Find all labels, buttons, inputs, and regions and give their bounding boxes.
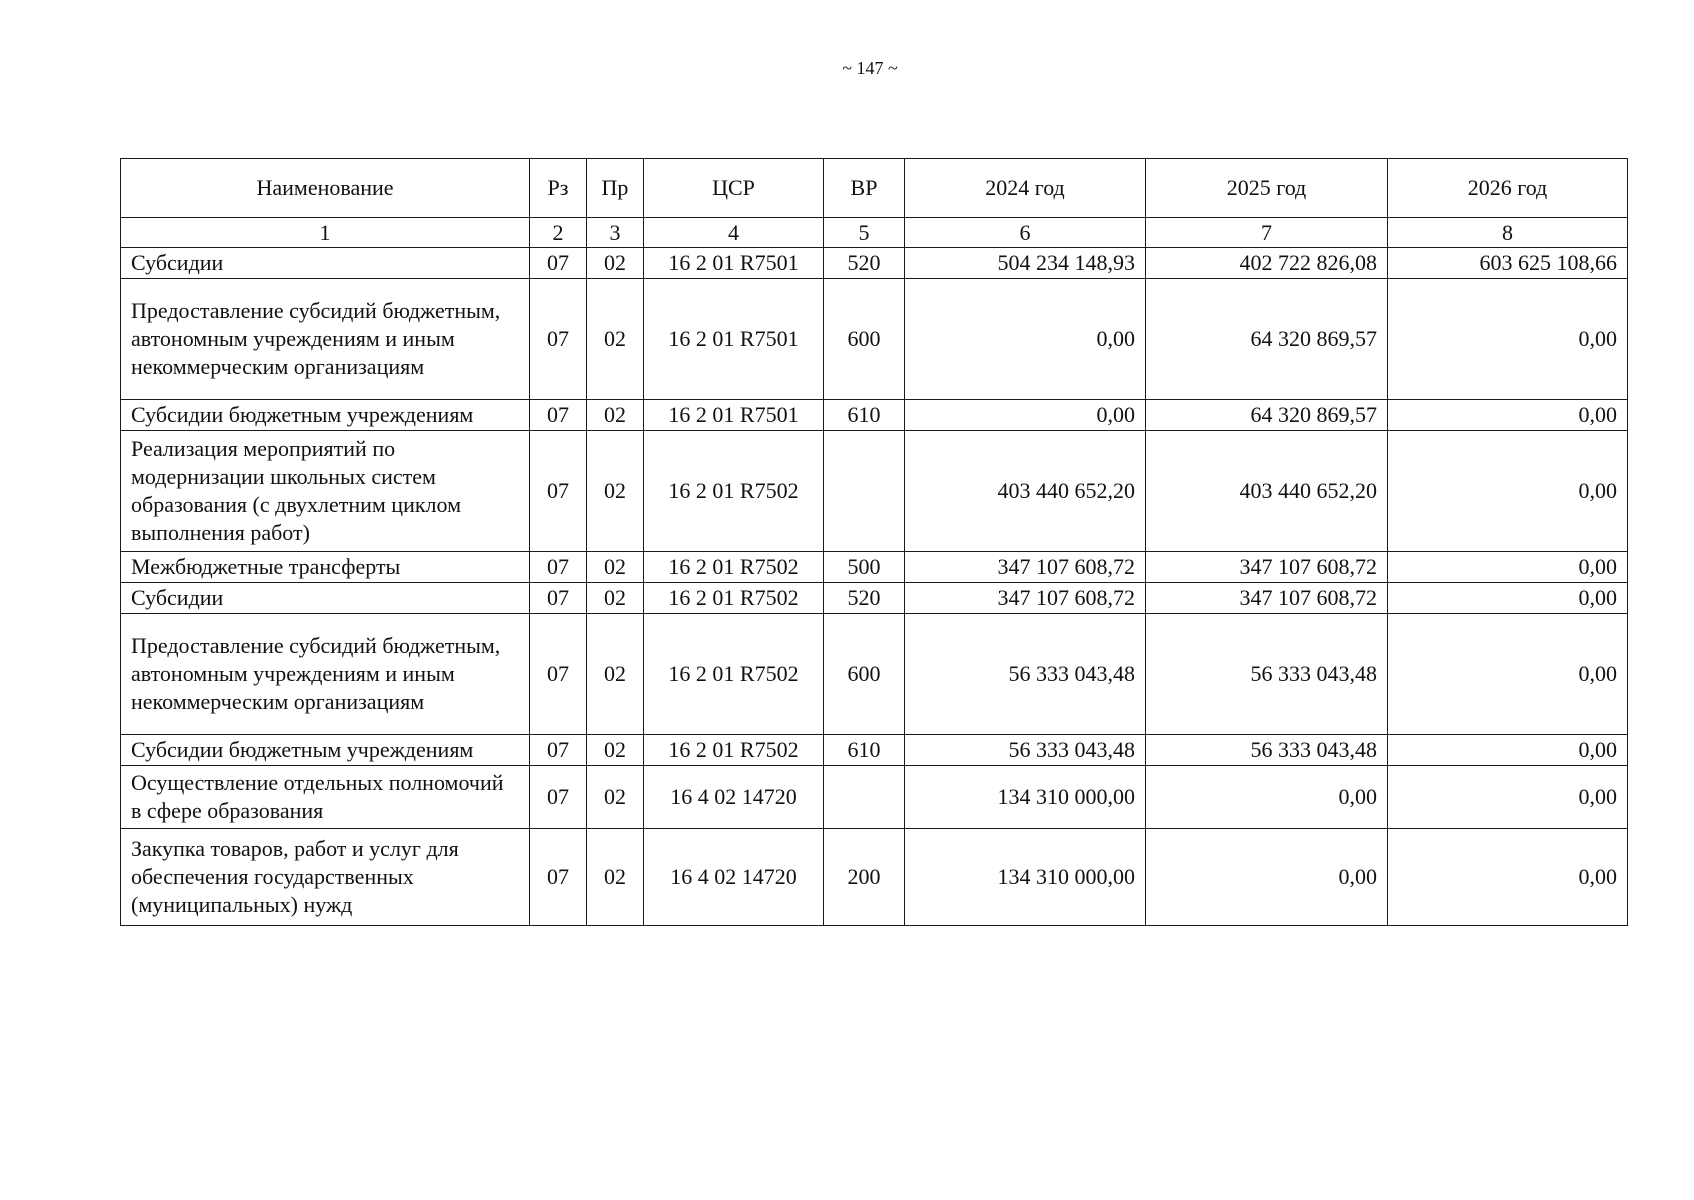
row-pr: 02 bbox=[587, 583, 644, 614]
table-row bbox=[121, 431, 1628, 552]
column-number: 8 bbox=[1388, 218, 1628, 248]
row-2024: 0,00 bbox=[905, 400, 1146, 431]
row-2026: 0,00 bbox=[1388, 614, 1628, 735]
row-2024: 504 234 148,93 bbox=[905, 248, 1146, 279]
row-rz: 07 bbox=[530, 735, 587, 766]
row-vr: 610 bbox=[824, 400, 905, 431]
row-2025: 347 107 608,72 bbox=[1146, 583, 1388, 614]
row-2025: 402 722 826,08 bbox=[1146, 248, 1388, 279]
row-name: Предоставление субсидий бюджетным, автономным учреждениям и иным некоммерческим организациям bbox=[121, 614, 530, 735]
column-number: 6 bbox=[905, 218, 1146, 248]
row-csr: 16 2 01 R7502 bbox=[644, 552, 824, 583]
row-vr: 500 bbox=[824, 552, 905, 583]
row-name: Субсидии bbox=[121, 583, 530, 614]
row-rz: 07 bbox=[530, 614, 587, 735]
table-row bbox=[121, 400, 1628, 431]
column-number: 1 bbox=[121, 218, 530, 248]
column-number: 7 bbox=[1146, 218, 1388, 248]
row-vr: 600 bbox=[824, 279, 905, 400]
table-row bbox=[121, 829, 1628, 926]
row-2025: 56 333 043,48 bbox=[1146, 735, 1388, 766]
table-row bbox=[121, 735, 1628, 766]
row-csr: 16 4 02 14720 bbox=[644, 766, 824, 829]
row-2026: 603 625 108,66 bbox=[1388, 248, 1628, 279]
row-2024: 347 107 608,72 bbox=[905, 583, 1146, 614]
page-number: ~ 147 ~ bbox=[842, 58, 898, 78]
header-2025: 2025 год bbox=[1146, 159, 1388, 218]
header-csr: ЦСР bbox=[644, 159, 824, 218]
row-vr bbox=[824, 766, 905, 829]
row-2025: 64 320 869,57 bbox=[1146, 400, 1388, 431]
row-name: Межбюджетные трансферты bbox=[121, 552, 530, 583]
row-2024: 134 310 000,00 bbox=[905, 766, 1146, 829]
row-rz: 07 bbox=[530, 829, 587, 926]
row-2025: 0,00 bbox=[1146, 766, 1388, 829]
row-name: Закупка товаров, работ и услуг для обеспечения государственных (муниципальных) нужд bbox=[121, 829, 530, 926]
table-row bbox=[121, 279, 1628, 400]
header-pr: Пр bbox=[587, 159, 644, 218]
row-vr bbox=[824, 431, 905, 552]
row-csr: 16 2 01 R7502 bbox=[644, 614, 824, 735]
row-rz: 07 bbox=[530, 766, 587, 829]
row-rz: 07 bbox=[530, 248, 587, 279]
row-name: Предоставление субсидий бюджетным, автономным учреждениям и иным некоммерческим организациям bbox=[121, 279, 530, 400]
row-vr: 520 bbox=[824, 248, 905, 279]
column-number-row bbox=[121, 218, 1628, 248]
row-2025: 0,00 bbox=[1146, 829, 1388, 926]
row-pr: 02 bbox=[587, 431, 644, 552]
row-2024: 134 310 000,00 bbox=[905, 829, 1146, 926]
row-2025: 64 320 869,57 bbox=[1146, 279, 1388, 400]
column-number: 3 bbox=[587, 218, 644, 248]
row-2026: 0,00 bbox=[1388, 735, 1628, 766]
row-name: Реализация мероприятий по модернизации школьных систем образования (с двухлетним циклом выполнения работ) bbox=[121, 431, 530, 552]
row-2026: 0,00 bbox=[1388, 552, 1628, 583]
header-vr: ВР bbox=[824, 159, 905, 218]
row-2025: 56 333 043,48 bbox=[1146, 614, 1388, 735]
row-csr: 16 2 01 R7502 bbox=[644, 583, 824, 614]
row-2026: 0,00 bbox=[1388, 400, 1628, 431]
row-pr: 02 bbox=[587, 735, 644, 766]
header-name: Наименование bbox=[121, 159, 530, 218]
header-row bbox=[121, 159, 1628, 218]
row-vr: 610 bbox=[824, 735, 905, 766]
row-pr: 02 bbox=[587, 400, 644, 431]
row-2025: 347 107 608,72 bbox=[1146, 552, 1388, 583]
row-rz: 07 bbox=[530, 400, 587, 431]
row-2026: 0,00 bbox=[1388, 431, 1628, 552]
row-rz: 07 bbox=[530, 431, 587, 552]
row-2026: 0,00 bbox=[1388, 583, 1628, 614]
row-2024: 0,00 bbox=[905, 279, 1146, 400]
row-csr: 16 2 01 R7501 bbox=[644, 248, 824, 279]
row-csr: 16 2 01 R7501 bbox=[644, 400, 824, 431]
table-row bbox=[121, 552, 1628, 583]
row-2024: 347 107 608,72 bbox=[905, 552, 1146, 583]
row-csr: 16 4 02 14720 bbox=[644, 829, 824, 926]
row-2025: 403 440 652,20 bbox=[1146, 431, 1388, 552]
row-csr: 16 2 01 R7502 bbox=[644, 735, 824, 766]
row-name: Субсидии бюджетным учреждениям bbox=[121, 400, 530, 431]
column-number: 5 bbox=[824, 218, 905, 248]
row-name: Субсидии бюджетным учреждениям bbox=[121, 735, 530, 766]
row-vr: 520 bbox=[824, 583, 905, 614]
column-number: 2 bbox=[530, 218, 587, 248]
header-rz: Рз bbox=[530, 159, 587, 218]
row-pr: 02 bbox=[587, 248, 644, 279]
row-rz: 07 bbox=[530, 279, 587, 400]
row-2026: 0,00 bbox=[1388, 279, 1628, 400]
row-vr: 200 bbox=[824, 829, 905, 926]
row-csr: 16 2 01 R7502 bbox=[644, 431, 824, 552]
row-pr: 02 bbox=[587, 279, 644, 400]
row-2024: 403 440 652,20 bbox=[905, 431, 1146, 552]
row-pr: 02 bbox=[587, 614, 644, 735]
header-2024: 2024 год bbox=[905, 159, 1146, 218]
header-2026: 2026 год bbox=[1388, 159, 1628, 218]
row-rz: 07 bbox=[530, 583, 587, 614]
row-pr: 02 bbox=[587, 552, 644, 583]
row-csr: 16 2 01 R7501 bbox=[644, 279, 824, 400]
budget-table bbox=[120, 158, 1628, 926]
table-row bbox=[121, 614, 1628, 735]
table-row bbox=[121, 248, 1628, 279]
row-pr: 02 bbox=[587, 829, 644, 926]
table-row bbox=[121, 766, 1628, 829]
row-2024: 56 333 043,48 bbox=[905, 614, 1146, 735]
row-rz: 07 bbox=[530, 552, 587, 583]
row-2026: 0,00 bbox=[1388, 766, 1628, 829]
column-number: 4 bbox=[644, 218, 824, 248]
row-vr: 600 bbox=[824, 614, 905, 735]
row-name: Осуществление отдельных полномочий в сфере образования bbox=[121, 766, 530, 829]
table-row bbox=[121, 583, 1628, 614]
row-2026: 0,00 bbox=[1388, 829, 1628, 926]
row-name: Субсидии bbox=[121, 248, 530, 279]
row-2024: 56 333 043,48 bbox=[905, 735, 1146, 766]
row-pr: 02 bbox=[587, 766, 644, 829]
